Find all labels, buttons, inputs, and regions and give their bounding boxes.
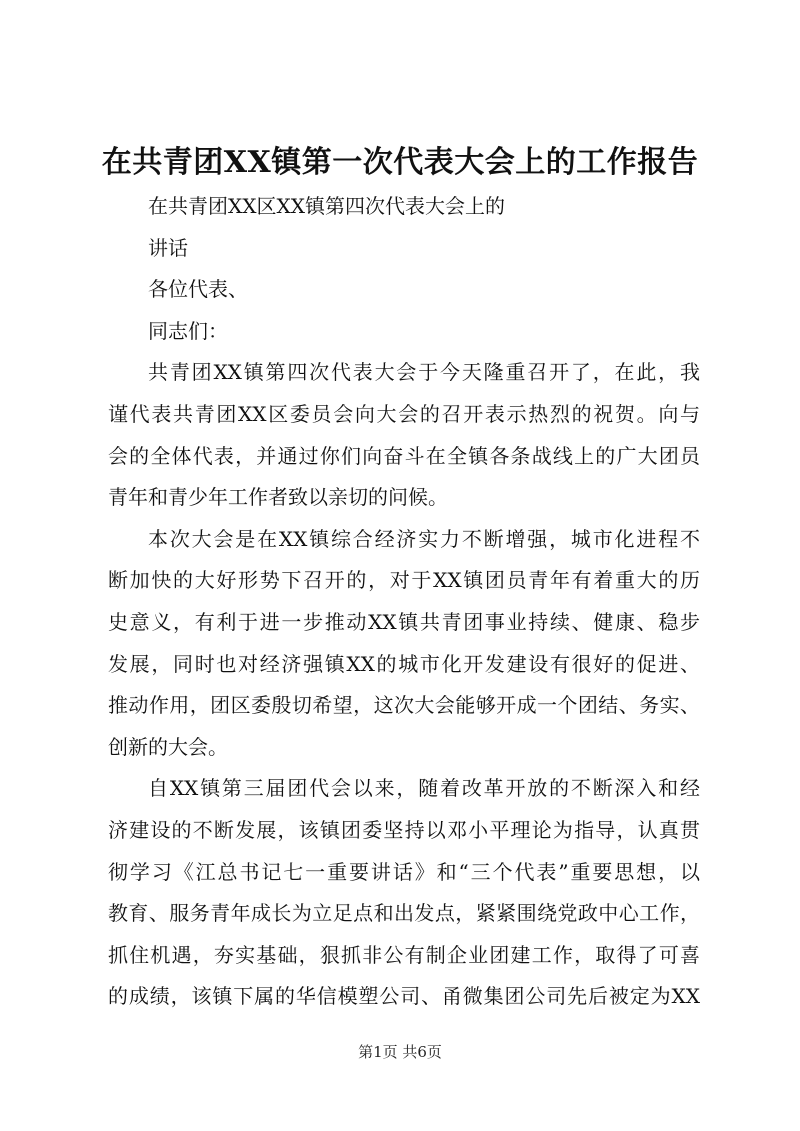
- paragraph-3-line-4: 教育、服务青年成长为立足点和出发点，紧紧围绕党政中心工作，: [108, 901, 700, 926]
- paragraph-2-line-6: 创新的大会。: [108, 734, 228, 759]
- paragraph-1-line-1: 共青团XX镇第四次代表大会于今天隆重召开了，在此，我: [148, 360, 700, 385]
- paragraph-3-line-2: 济建设的不断发展，该镇团委坚持以邓小平理论为指导，认真贯: [108, 817, 700, 842]
- paragraph-1-line-2: 谨代表共青团XX区委员会向大会的召开表示热烈的祝贺。向与: [108, 401, 700, 426]
- paragraph-2-line-5: 推动作用，团区委殷切希望，这次大会能够开成一个团结、务实、: [108, 693, 700, 718]
- body-line-salutation-cont: 同志们：: [148, 318, 228, 343]
- page-footer: 第1页 共6页: [358, 1043, 442, 1061]
- paragraph-1-line-3: 会的全体代表，并通过你们向奋斗在全镇各条战线上的广大团员: [108, 443, 700, 468]
- body-line-heading-cont: 讲话: [148, 235, 188, 260]
- body-line-heading: 在共青团XX区XX镇第四次代表大会上的: [148, 194, 505, 218]
- paragraph-3-line-3: 彻学习《江总书记七一重要讲话》和“三个代表”重要思想，以: [108, 859, 700, 884]
- paragraph-1-line-4: 青年和青少年工作者致以亲切的问候。: [108, 485, 448, 510]
- paragraph-2-line-2: 断加快的大好形势下召开的，对于XX镇团员青年有着重大的历: [108, 568, 700, 593]
- paragraph-3-line-6: 的成绩，该镇下属的华信模塑公司、甬微集团公司先后被定为XX: [108, 984, 700, 1009]
- paragraph-3-line-1: 自XX镇第三届团代会以来，随着改革开放的不断深入和经: [148, 776, 700, 801]
- body-line-salutation: 各位代表、: [148, 277, 248, 302]
- paragraph-2-line-1: 本次大会是在XX镇综合经济实力不断增强，城市化进程不: [148, 526, 700, 551]
- paragraph-2-line-3: 史意义，有利于进一步推动XX镇共青团事业持续、健康、稳步: [108, 609, 700, 634]
- paragraph-2-line-4: 发展，同时也对经济强镇XX的城市化开发建设有很好的促进、: [108, 651, 700, 676]
- paragraph-3-line-5: 抓住机遇，夯实基础，狠抓非公有制企业团建工作，取得了可喜: [108, 942, 700, 967]
- document-title: 在共青团XX镇第一次代表大会上的工作报告: [101, 145, 699, 180]
- document-body: [108, 186, 700, 1018]
